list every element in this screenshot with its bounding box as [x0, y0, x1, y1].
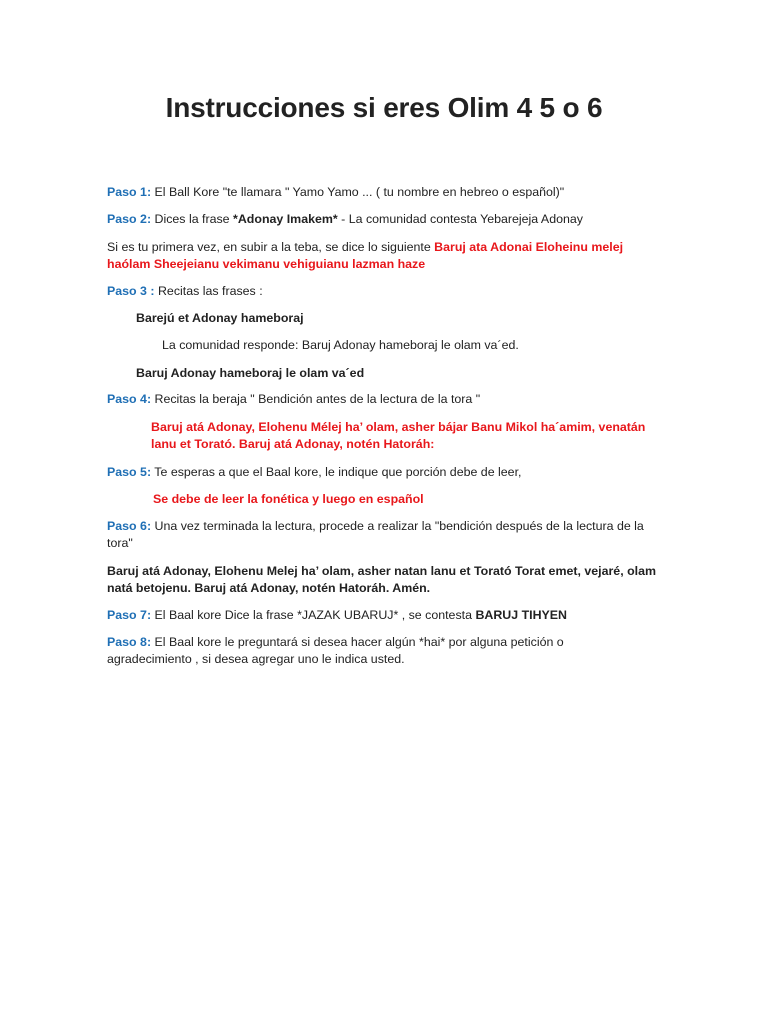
paso-8 [107, 634, 577, 668]
paso-7 [107, 607, 667, 624]
first-time-blessing: Baruj ata Adonai Eloheinu melej haólam Sheejeianu vekimanu vehiguianu lazman haze [107, 240, 624, 271]
paso-7-text: El Baal kore Dice la frase *JAZAK UBARUJ* , se contesta [151, 608, 476, 622]
paso-3-label: Paso 3 : [107, 284, 155, 298]
paso-2-label: Paso 2: [107, 212, 152, 226]
paso-4-label: Paso 4: [107, 392, 152, 406]
paso-6-label: Paso 6: [107, 519, 152, 533]
beraja-despues: Baruj atá Adonay, Elohenu Melej ha’ olam, asher natan lanu et Torató Torat emet, vejaré, olam natá betojenu. Baruj atá Adonay, notén Hatoráh. Amén. [107, 564, 656, 595]
paso-3-text: Recitas las frases : [154, 284, 263, 298]
bareju-line: Barejú et Adonay hameboraj [136, 311, 304, 325]
paso-8-label: Paso 8: [107, 635, 152, 649]
paso-1-label: Paso 1: [107, 185, 152, 199]
first-time-text: Si es tu primera vez, en subir a la teba, se dice lo siguiente [107, 240, 435, 254]
paso-6-text: Una vez terminada la lectura, procede a realizar la "bendición después de la lectura de la tora" [107, 519, 644, 550]
fonetica-note: Se debe de leer la fonética y luego en español [153, 492, 424, 506]
paso-2 [107, 211, 667, 228]
paso-4-text: Recitas la beraja " Bendición antes de la lectura de la tora " [151, 392, 481, 406]
paso-5-label: Paso 5: [107, 465, 152, 479]
page-title: Instrucciones si eres Olim 4 5 o 6 [165, 92, 603, 123]
paso-7-label: Paso 7: [107, 608, 152, 622]
paso-6 [107, 518, 662, 552]
paso-3 [107, 283, 667, 300]
paso-5-text: Te esperas a que el Baal kore, le indique que porción debe de leer, [151, 465, 522, 479]
paso-8-text: El Baal kore le preguntará si desea hacer algún *hai* por alguna petición o agradecimiento , si desea agregar uno le indica usted. [107, 635, 564, 666]
beraja-antes: Baruj atá Adonay, Elohenu Mélej ha’ olam, asher bájar Banu Mikol ha´amim, venatán lanu et Torató. Baruj atá Adonay, notén Hatoráh: [151, 420, 646, 451]
paso-7-bold: BARUJ TIHYEN [475, 608, 567, 622]
paso-1-text: El Ball Kore "te llamara " Yamo Yamo ... ( tu nombre en hebreo o español)" [151, 185, 565, 199]
paso-1 [107, 184, 667, 201]
paso-2-text-b: - La comunidad contesta Yebarejeja Adonay [337, 212, 583, 226]
paso-2-text-a: Dices la frase [151, 212, 234, 226]
baruj-olam-line: Baruj Adonay hameboraj le olam va´ed [136, 366, 365, 380]
paso-2-bold: *Adonay Imakem* [233, 212, 338, 226]
responde-line: La comunidad responde: Baruj Adonay hameboraj le olam va´ed. [162, 338, 519, 352]
paso-5 [107, 464, 667, 481]
first-time-note [107, 239, 642, 273]
paso-4 [107, 391, 667, 408]
